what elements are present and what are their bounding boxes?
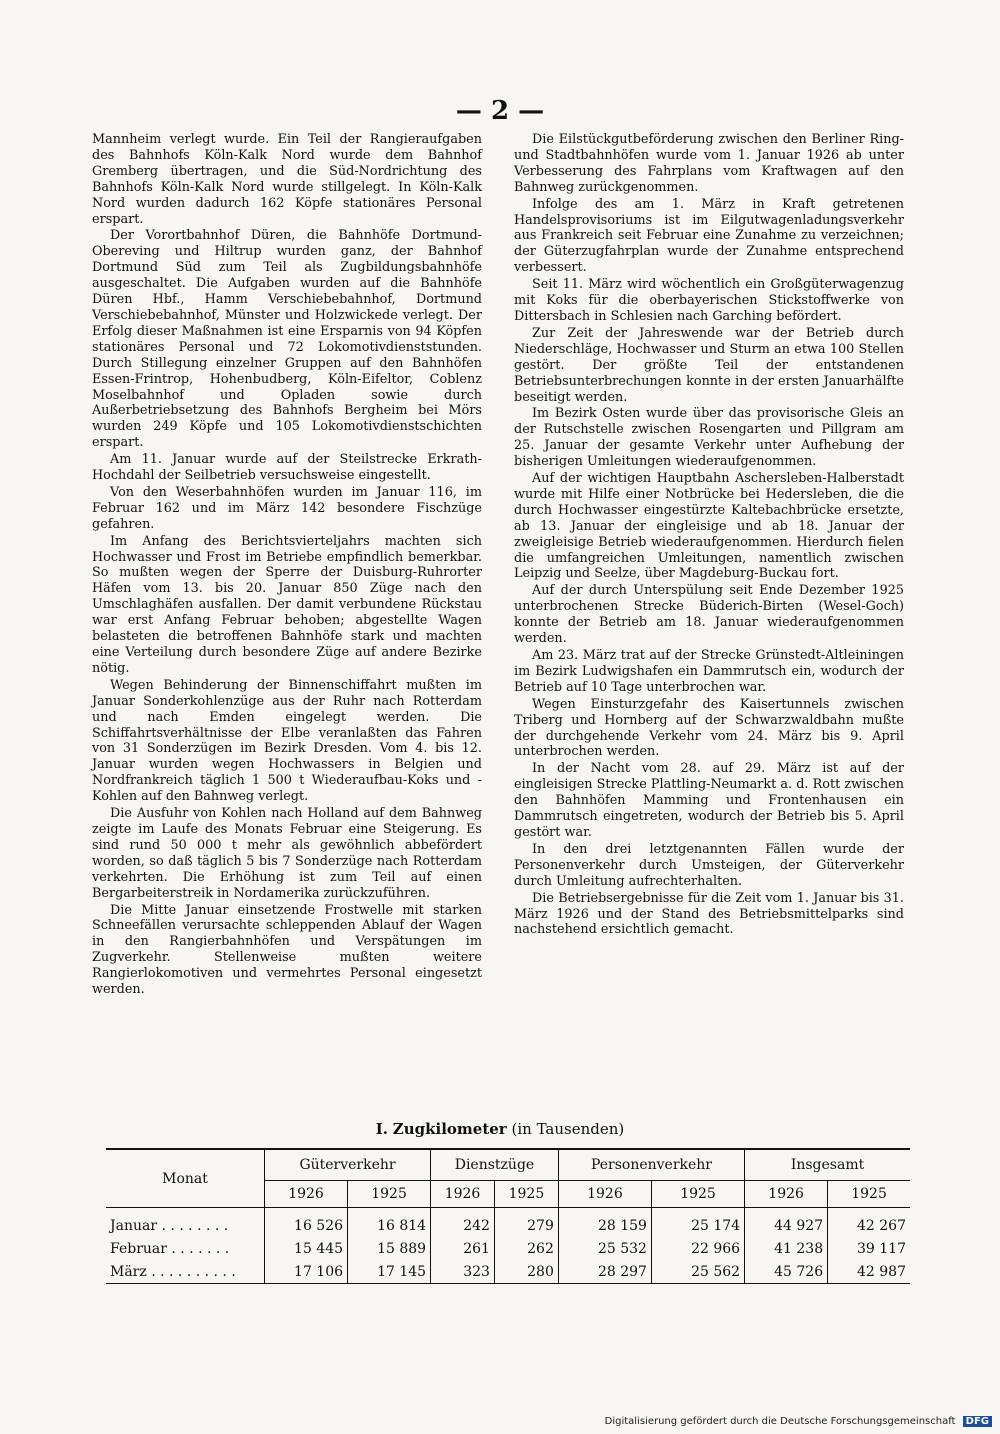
year-header: 1925: [651, 1181, 744, 1208]
paragraph: Wegen Einsturzgefahr des Kaisertunnels zwischen Triberg und Hornberg auf der Schwarzwaldbahn mußte der durchgehende Verkehr vom 24. März bis 9. April unterbrochen werden.: [514, 696, 904, 760]
value-cell: 261: [431, 1237, 495, 1260]
paragraph: Die Ausfuhr von Kohlen nach Holland auf dem Bahnweg zeigte im Laufe des Monats Februar eine Steigerung. Es sind rund 50 000 t mehr als gewöhnlich abbefördert worden, so daß täglich 5 bis 7 Sonderzüge nach Rotterdam verkehrten. Die Erhöhung ist zum Teil auf einen Bergarbeiterstreik in Nordamerika zurückzuführen.: [92, 806, 482, 901]
paragraph: Am 11. Januar wurde auf der Steilstrecke Erkrath-Hochdahl der Seilbetrieb versuchsweise eingestellt.: [92, 452, 482, 484]
paragraph: Auf der wichtigen Hauptbahn Aschersleben-Halberstadt wurde mit Hilfe einer Notbrücke bei Hedersleben, die die durch Hochwasser eingestürzte Kaltebachbrücke ersetzte, ab 13. Januar der eingleisige und ab 18. Januar der zweigleisige Betrieb wiederaufgenommen. Hierdurch fielen die umfangreichen Umleitungen, namentlich zwischen Leipzig und Seelze, über Magdeburg-Buckau fort.: [514, 471, 904, 582]
table-title-number: I.: [375, 1120, 388, 1138]
year-header: 1926: [431, 1181, 495, 1208]
year-header: 1925: [494, 1181, 558, 1208]
value-cell: 17 106: [265, 1260, 348, 1284]
table-row: [106, 1208, 910, 1238]
paragraph: Seit 11. März wird wöchentlich ein Großgüterwagenzug mit Koks für die oberbayerischen Stickstoffwerke von Dittersbach in Schlesien nach Garching befördert.: [514, 277, 904, 324]
group-header: Personenverkehr: [558, 1149, 744, 1181]
value-cell: 28 297: [558, 1260, 651, 1284]
value-cell: 44 927: [745, 1208, 828, 1238]
table-title-main: Zugkilometer: [392, 1120, 507, 1138]
value-cell: 39 117: [828, 1237, 910, 1260]
value-cell: 262: [494, 1237, 558, 1260]
value-cell: 25 562: [651, 1260, 744, 1284]
value-cell: 42 267: [828, 1208, 910, 1238]
year-header: 1926: [558, 1181, 651, 1208]
footer-text: Digitalisierung gefördert durch die Deutsche Forschungsgemeinschaft: [604, 1416, 956, 1427]
paragraph: Am 23. März trat auf der Strecke Grünstedt-Altleiningen im Bezirk Ludwigshafen ein Dammrutsch ein, wodurch der Betrieb auf 10 Tage unterbrochen war.: [514, 648, 904, 695]
left-text-column: [92, 132, 482, 999]
year-header: 1926: [265, 1181, 348, 1208]
month-cell: Februar . . . . . . .: [110, 1240, 230, 1257]
paragraph: Wegen Behinderung der Binnenschiffahrt mußten im Januar Sonderkohlenzüge aus der Ruhr nach Rotterdam und nach Emden eingelegt werden. Die Schiffahrtsverhältnisse der Elbe veranlaßten das Fahren von 31 Sonderzügen im Bezirk Dresden. Vom 4. bis 12. Januar wurden wegen Hochwassers in Belgien und Nordfrankreich täglich 1 500 t Wiederaufbau-Koks und -Kohlen auf den Bahnweg verlegt.: [92, 677, 482, 805]
value-cell: 42 987: [828, 1260, 910, 1284]
value-cell: 280: [494, 1260, 558, 1284]
dfg-logo: DFG: [963, 1416, 992, 1427]
year-header: 1925: [828, 1181, 910, 1208]
paragraph: In der Nacht vom 28. auf 29. März ist auf der eingleisigen Strecke Plattling-Neumarkt a. d. Rott zwischen den Bahnhöfen Mamming und Frontenhausen ein Dammrutsch eingetreten, wodurch der Betrieb bis 5. April gestört war.: [514, 761, 904, 840]
year-header: 1926: [745, 1181, 828, 1208]
value-cell: 22 966: [651, 1237, 744, 1260]
paragraph: Im Bezirk Osten wurde über das provisorische Gleis an der Rutschstelle zwischen Rosengarten und Pillgram am 25. Januar der gesamte Verkehr unter Aufhebung der bisherigen Umleitungen wiederaufgenommen.: [514, 406, 904, 470]
value-cell: 242: [431, 1208, 495, 1238]
value-cell: 15 889: [348, 1237, 431, 1260]
zugkilometer-table: [106, 1148, 910, 1284]
paragraph: Die Mitte Januar einsetzende Frostwelle mit starken Schneefällen verursachte schleppenden Ablauf der Wagen in den Rangierbahnhöfen und Verspätungen im Zugverkehr. Stellenweise mußten weitere Rangierlokomotiven und vermehrtes Personal eingesetzt werden.: [92, 902, 482, 998]
value-cell: 15 445: [265, 1237, 348, 1260]
value-cell: 41 238: [745, 1237, 828, 1260]
year-header: 1925: [348, 1181, 431, 1208]
group-header: Insgesamt: [745, 1149, 910, 1181]
month-column-header: Monat: [106, 1149, 265, 1208]
table-row: [106, 1237, 910, 1260]
month-cell: Januar . . . . . . . .: [110, 1217, 229, 1234]
right-text-column: [514, 132, 904, 939]
group-header: Dienstzüge: [431, 1149, 559, 1181]
value-cell: 28 159: [558, 1208, 651, 1238]
value-cell: 25 532: [558, 1237, 651, 1260]
table-group-header-row: [106, 1149, 910, 1181]
table-title: [0, 1120, 1000, 1138]
value-cell: 16 814: [348, 1208, 431, 1238]
paragraph: Von den Weserbahnhöfen wurden im Januar 116, im Februar 162 und im März 142 besondere Fischzüge gefahren.: [92, 484, 482, 532]
value-cell: 45 726: [745, 1260, 828, 1284]
month-cell: März . . . . . . . . . .: [106, 1260, 265, 1284]
paragraph: In den drei letztgenannten Fällen wurde der Personenverkehr durch Umsteigen, der Güterverkehr durch Umleitung aufrechterhalten.: [514, 841, 904, 889]
paragraph: Zur Zeit der Jahreswende war der Betrieb durch Niederschläge, Hochwasser und Sturm an etwa 100 Stellen gestört. Der größte Teil der entstandenen Betriebsunterbrechungen konnte in der ersten Januarhälfte beseitigt werden.: [514, 325, 904, 405]
paragraph: Mannheim verlegt wurde. Ein Teil der Rangieraufgaben des Bahnhofs Köln-Kalk Nord wurde dem Bahnhof Gremberg übertragen, und die Süd-Nordrichtung des Bahnhofs Köln-Kalk Nord wurde stillgelegt. In Köln-Kalk Nord wurden dadurch 162 Köpfe stationäres Personal erspart.: [92, 132, 482, 227]
table-row: [106, 1260, 910, 1284]
table-title-unit: (in Tausenden): [511, 1120, 625, 1138]
paragraph: Auf der durch Unterspülung seit Ende Dezember 1925 unterbrochenen Strecke Büderich-Birten (Wesel-Goch) konnte der Betrieb am 18. Januar wiederaufgenommen werden.: [514, 583, 904, 647]
value-cell: 279: [494, 1208, 558, 1238]
value-cell: 17 145: [348, 1260, 431, 1284]
paragraph: Im Anfang des Berichtsvierteljahrs machten sich Hochwasser und Frost im Betriebe empfindlich bemerkbar. So mußten wegen der Sperre der Duisburg-Ruhrorter Häfen vom 13. bis 20. Januar 850 Züge nach den Umschlaghäfen ausfallen. Der damit verbundene Rückstau war erst Anfang Februar behoben; abgestellte Wagen belasteten die betroffenen Bahnhöfe stark und machten eine Verteilung durch besondere Züge auf andere Bezirke nötig.: [92, 533, 482, 676]
page-number: — 2 —: [455, 96, 545, 126]
paragraph: Infolge des am 1. März in Kraft getretenen Handelsprovisoriums ist im Eilgutwagenladungsverkehr aus Frankreich seit Februar eine Zunahme zu verzeichnen; der Güterzugfahrplan wurde der Zunahme entsprechend verbessert.: [514, 196, 904, 276]
value-cell: 25 174: [651, 1208, 744, 1238]
paragraph: Die Eilstückgutbeförderung zwischen den Berliner Ring- und Stadtbahnhöfen wurde vom 1. Januar 1926 ab unter Verbesserung des Fahrplans vom Kraftwagen auf den Bahnweg zurückgenommen.: [514, 132, 904, 195]
paragraph: Der Vorortbahnhof Düren, die Bahnhöfe Dortmund-Obereving und Hiltrup wurden ganz, der Bahnhof Dortmund Süd zum Teil als Zugbildungsbahnhöfe ausgeschaltet. Die Aufgaben wurden auf die Bahnhöfe Düren Hbf., Hamm Verschiebebahnhof, Dortmund Verschiebebahnhof, Münster und Holzwickede verlegt. Der Erfolg dieser Maßnahmen ist eine Ersparnis von 94 Köpfen stationäres Personal und 72 Lokomotivdienststunden. Durch Stillegung einzelner Gruppen auf den Bahnhöfen Essen-Frintrop, Hohenbudberg, Köln-Eifeltor, Coblenz Moselbahnhof und Opladen sowie durch Außerbetriebsetzung des Bahnhofs Bergheim bei Mörs wurden 249 Köpfe und 105 Lokomotivdienstschichten erspart.: [92, 228, 482, 451]
group-header: Güterverkehr: [265, 1149, 431, 1181]
value-cell: 16 526: [265, 1208, 348, 1238]
value-cell: 323: [431, 1260, 495, 1284]
digitization-footer: [605, 1416, 992, 1427]
paragraph: Die Betriebsergebnisse für die Zeit vom 1. Januar bis 31. März 1926 und der Stand des Betriebsmittelparks sind nachstehend ersichtlich gemacht.: [514, 890, 904, 938]
